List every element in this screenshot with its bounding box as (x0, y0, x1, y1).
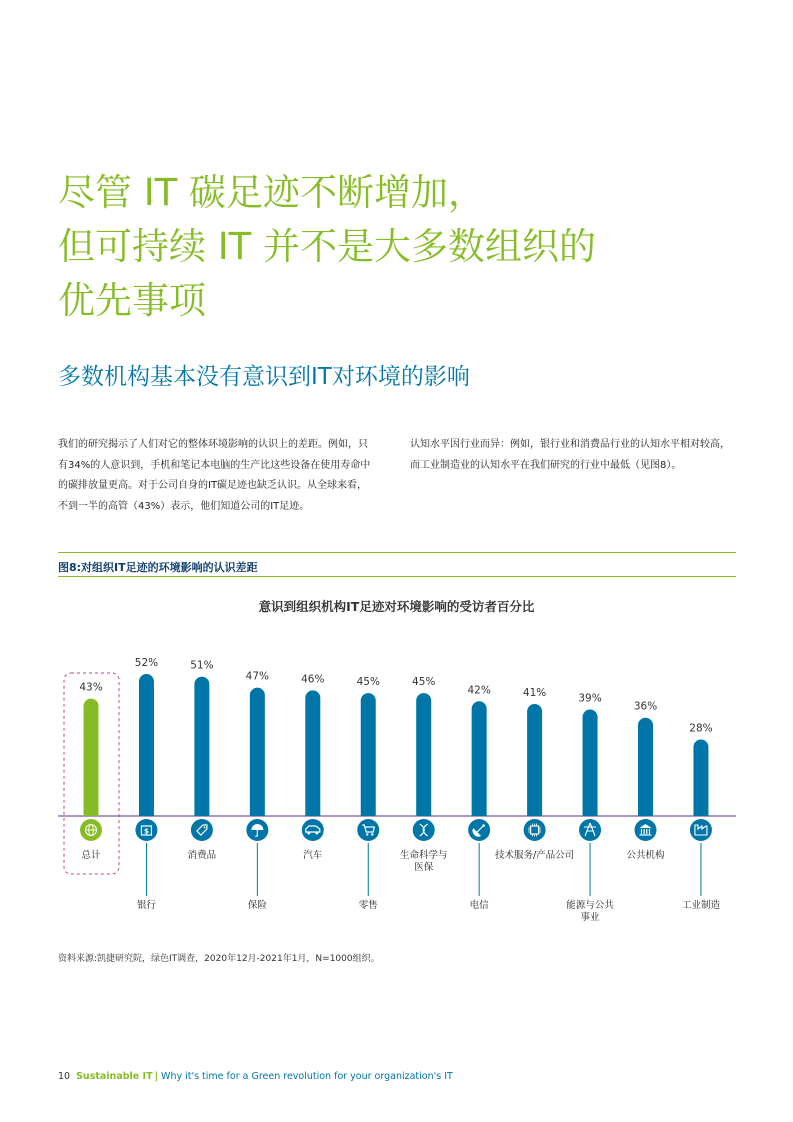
bar (416, 693, 431, 816)
body-text-left (58, 435, 393, 517)
category-label: 汽车 (303, 850, 323, 861)
tower-icon (579, 819, 601, 841)
footer-tagline: Why it's time for a Green revolution for your organization's IT (161, 1071, 453, 1082)
body-line: 的碳排放量更高。对于公司自身的IT碳足迹也缺乏认识。从全球来看， (58, 480, 368, 491)
bar (361, 693, 376, 816)
factory-icon (690, 819, 712, 841)
body-text-right (410, 435, 740, 476)
tag-icon (191, 819, 213, 841)
body-line: 我们的研究揭示了人们对它的整体环境影响的认识上的差距。例如，只 (58, 439, 368, 450)
category-label: 工业制造 (681, 900, 720, 911)
bar-chart (0, 640, 793, 930)
bar (194, 677, 209, 816)
page-headline (58, 166, 758, 328)
bar (472, 701, 487, 816)
bar (527, 704, 542, 816)
body-line: 有34%的人意识到，手机和笔记本电脑的生产比这些设备在使用寿命中 (58, 459, 371, 471)
category-label: 保险 (247, 900, 267, 911)
body-line: 而工业制造业的认知水平在我们研究的行业中最低（见图8）。 (410, 459, 682, 471)
category-label: 银行 (136, 900, 156, 911)
dna-icon (413, 819, 435, 841)
umbrella-icon (246, 819, 268, 841)
value-label: 45% (412, 676, 436, 689)
bar (638, 718, 653, 816)
cart-icon (357, 819, 379, 841)
footer-separator: | (154, 1071, 159, 1082)
section-subheading: 多数机构基本没有意识到IT对环境的影响 (58, 364, 470, 390)
satellite-icon (468, 819, 490, 841)
category-label: 事业 (580, 912, 600, 923)
chart-title: 意识到组织机构IT足迹对环境影响的受访者百分比 (258, 599, 535, 614)
figure-title: 图8:对组织IT足迹的环境影响的认识差距 (58, 561, 258, 574)
value-label: 46% (301, 673, 325, 686)
bar (583, 710, 598, 817)
value-label: 47% (245, 670, 270, 683)
category-label: 公共机构 (626, 850, 665, 861)
bar (250, 688, 265, 816)
value-label: 39% (578, 692, 602, 705)
headline-line-3: 优先事项 (58, 279, 206, 322)
value-label: 51% (190, 659, 214, 672)
value-label: 52% (134, 657, 159, 669)
bar (84, 699, 99, 816)
category-label: 总计 (81, 850, 101, 861)
value-label: 28% (689, 722, 713, 735)
page-number: 10 (58, 1071, 71, 1082)
footer-brand: Sustainable IT (76, 1071, 153, 1082)
value-label: 36% (633, 700, 658, 713)
page-footer (58, 1071, 453, 1082)
svg-text:$: $ (144, 827, 149, 836)
bank-icon (135, 819, 157, 841)
figure-title-rule (58, 576, 736, 577)
value-label: 43% (79, 681, 103, 694)
car-icon (302, 819, 324, 841)
category-label: 生命科学与 (399, 850, 448, 861)
category-label: 电信 (469, 900, 489, 911)
body-line: 认知水平因行业而异：例如，银行业和消费品行业的认知水平相对较高， (410, 439, 730, 450)
figure-top-rule (58, 552, 736, 553)
category-label: 零售 (358, 900, 378, 911)
globe-icon (80, 819, 102, 841)
value-label: 42% (467, 684, 491, 697)
bar (139, 674, 154, 816)
bar (693, 740, 708, 816)
chip-icon (524, 819, 546, 841)
value-label: 41% (522, 687, 547, 700)
headline-line-1: 尽管 IT 碳足迹不断增加， (58, 171, 486, 214)
government-icon (635, 819, 657, 841)
bar (305, 690, 320, 816)
body-line: 不到一半的高管（43%）表示，他们知道公司的IT足迹。 (58, 500, 310, 512)
category-label: 技术服务/产品公司 (494, 850, 575, 861)
value-label: 45% (356, 676, 380, 689)
category-label: 消费品 (187, 850, 217, 861)
source-note: 资料来源:凯捷研究院，绿色IT调查，2020年12月-2021年1月，N=1000组织。 (58, 954, 380, 964)
category-label: 能源与公共 (566, 900, 614, 911)
category-label: 医保 (414, 862, 434, 873)
headline-line-2: 但可持续 IT 并不是大多数组织的 (58, 225, 597, 268)
